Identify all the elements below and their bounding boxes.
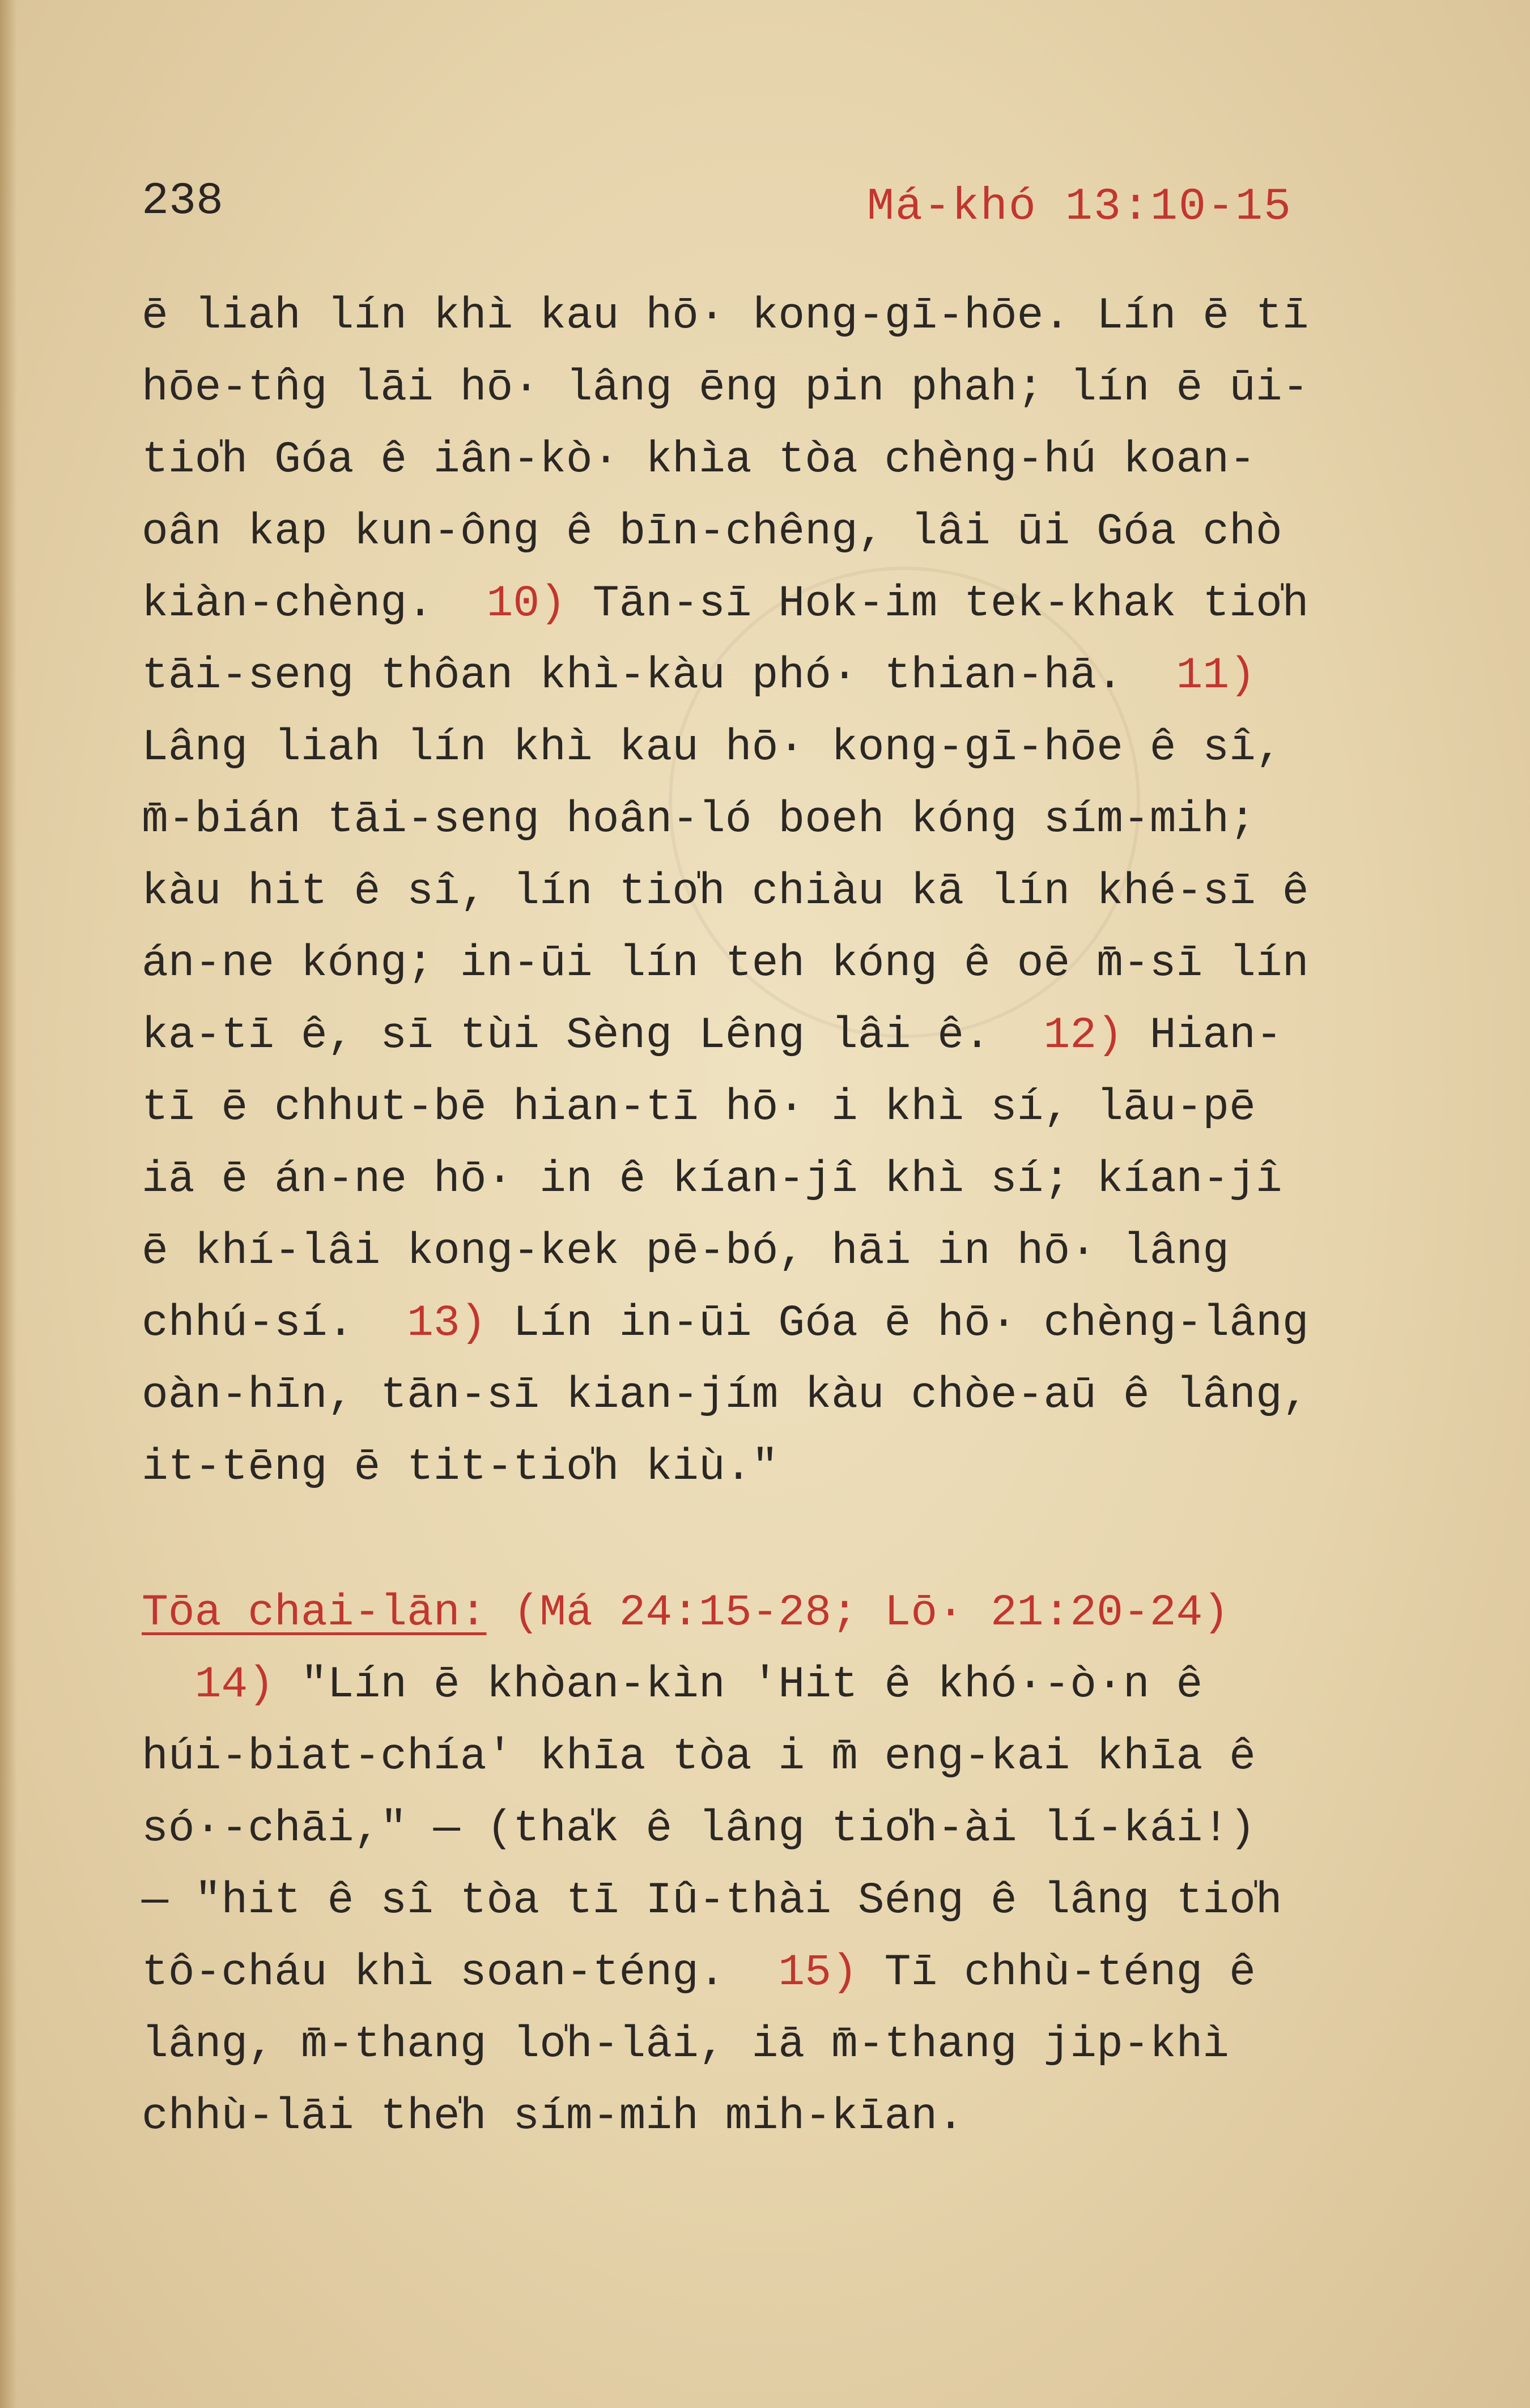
- section-heading: [142, 1577, 1456, 1649]
- verse-number-10: 10): [486, 579, 566, 629]
- text-line: [142, 1288, 1456, 1360]
- text-line: — "hit ê sî tòa tī Iû-thài Séng ê lâng tio̍h: [142, 1876, 1282, 1926]
- section-gap: [142, 1504, 1456, 1577]
- text-line: [142, 568, 1456, 640]
- verse-number-11: 11): [1176, 651, 1256, 701]
- body-text: [142, 280, 1456, 2153]
- text-line: ē khí-lâi kong-kek pē-bó, hāi in hō· lâng: [142, 1227, 1230, 1277]
- verse-number-12: 12): [1043, 1011, 1123, 1061]
- text-line: ē liah lín khì kau hō· kong-gī-hōe. Lín ē tī: [142, 291, 1309, 341]
- text-line: iā ē án-ne hō· in ê kían-jî khì sí; kían-jî: [142, 1155, 1282, 1205]
- text-segment: Tī chhù-téng ê: [884, 1948, 1256, 1998]
- text-line: chhù-lāi the̍h sím-mih mih-kīan.: [142, 2092, 964, 2142]
- text-line: tio̍h Góa ê iân-kò· khìa tòa chèng-hú koan-: [142, 435, 1256, 485]
- text-line: só·-chāi," — (tha̍k ê lâng tio̍h-ài lí-kái!): [142, 1804, 1256, 1854]
- text-line: [142, 1937, 1456, 2009]
- section-title: Tōa chai-lān:: [142, 1588, 487, 1638]
- text-line: hōe-tn̂g lāi hō· lâng ēng pin phah; lín ē ūi-: [142, 363, 1309, 413]
- page-spine-shadow: [0, 0, 17, 2408]
- verse-number-14: 14): [194, 1660, 275, 1710]
- running-head: Má-khó 13:10-15: [866, 181, 1292, 233]
- text-line: it-tēng ē tit-tio̍h kiù.": [142, 1443, 779, 1492]
- text-line: lâng, m̄-thang lo̍h-lâi, iā m̄-thang jip-khì: [142, 2020, 1230, 2070]
- text-line: án-ne kóng; in-ūi lín teh kóng ê oē m̄-sī lín: [142, 939, 1309, 989]
- text-line: húi-biat-chía' khīa tòa i m̄ eng-kai khīa ê: [142, 1732, 1256, 1782]
- verse-number-13: 13): [407, 1299, 487, 1348]
- text-line: oân kap kun-ông ê bīn-chêng, lâi ūi Góa chò: [142, 507, 1282, 557]
- text-segment: kiàn-chèng.: [142, 579, 434, 629]
- page-number: 238: [142, 176, 224, 227]
- text-segment: ka-tī ê, sī tùi Sèng Lêng lâi ê.: [142, 1011, 991, 1061]
- text-segment: Hian-: [1149, 1011, 1282, 1061]
- text-segment: chhú-sí.: [142, 1299, 354, 1348]
- text-segment: Lín in-ūi Góa ē hō· chèng-lâng: [513, 1299, 1309, 1348]
- text-segment: "Lín ē khòan-kìn 'Hit ê khó·-ò·n ê: [300, 1660, 1203, 1710]
- verse-number-15: 15): [778, 1948, 858, 1998]
- text-segment: tô-cháu khì soan-téng.: [142, 1948, 725, 1998]
- text-line: Lâng liah lín khì kau hō· kong-gī-hōe ê sî,: [142, 723, 1282, 773]
- text-line: kàu hit ê sî, lín tio̍h chiàu kā lín khé-sī ê: [142, 867, 1309, 917]
- text-line: [142, 1000, 1456, 1072]
- text-line: oàn-hīn, tān-sī kian-jím kàu chòe-aū ê lâng,: [142, 1371, 1309, 1420]
- page-header: [142, 176, 1292, 238]
- text-segment: tāi-seng thôan khì-kàu phó· thian-hā.: [142, 651, 1123, 701]
- text-line: m̄-bián tāi-seng hoân-ló boeh kóng sím-mih;: [142, 795, 1256, 845]
- text-line: [142, 640, 1456, 712]
- section-references: (Má 24:15-28; Lō· 21:20-24): [513, 1588, 1230, 1638]
- text-segment: Tān-sī Hok-im tek-khak tio̍h: [592, 579, 1309, 629]
- text-line: tī ē chhut-bē hian-tī hō· i khì sí, lāu-pē: [142, 1083, 1256, 1133]
- text-line: [142, 1649, 1456, 1721]
